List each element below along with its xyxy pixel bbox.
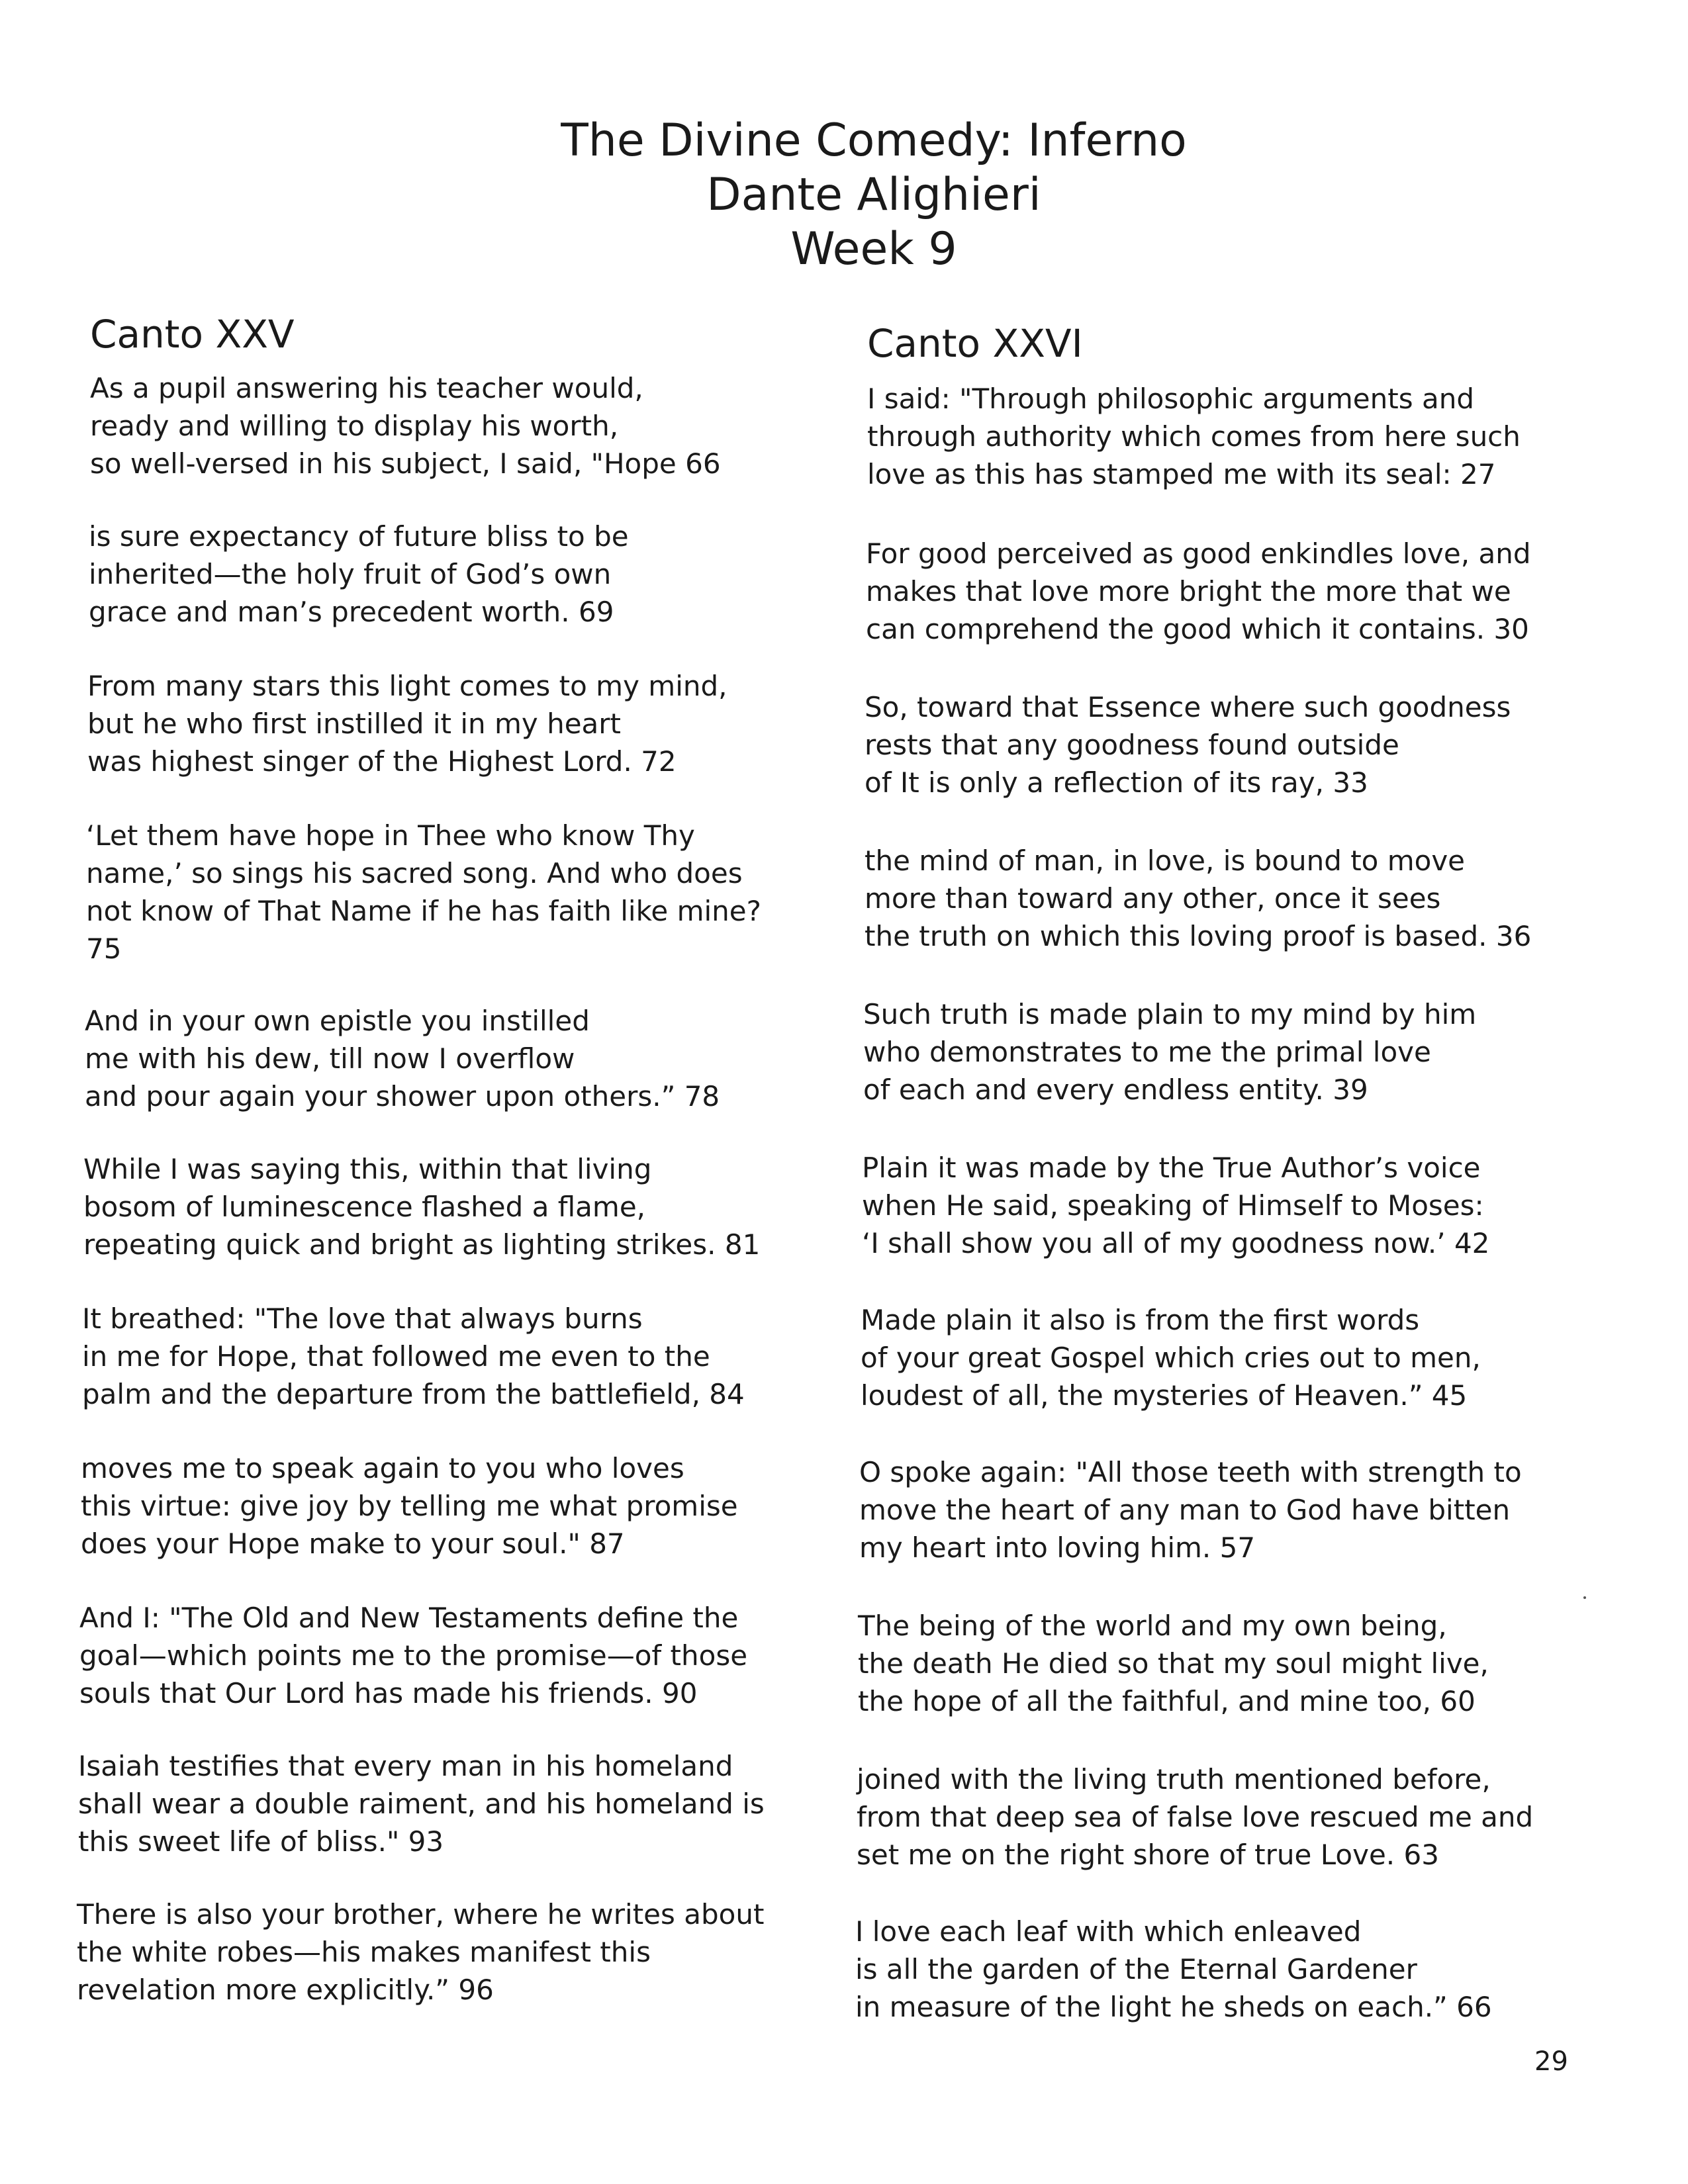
verse-line: name,’ so sings his sacred song. And who does (86, 857, 743, 889)
verse-line: grace and man’s precedent worth. 69 (89, 596, 614, 628)
verse-line: While I was saying this, within that living (83, 1153, 652, 1185)
verse-line: and pour again your shower upon others.” 78 (85, 1080, 720, 1113)
stanza (82, 1300, 745, 1413)
verse-line: From many stars this light comes to my mind, (87, 670, 727, 702)
verse-line: The being of the world and my own being, (858, 1610, 1447, 1642)
verse-line: of your great Gospel which cries out to men, (861, 1342, 1481, 1374)
verse-line: through authority which comes from here such (867, 420, 1521, 453)
stanza (859, 1453, 1522, 1567)
verse-line: It breathed: "The love that always burns (82, 1302, 643, 1335)
stanza (865, 688, 1511, 801)
stanza (90, 369, 721, 482)
verse-line: Plain it was made by the True Author’s voice (862, 1152, 1481, 1184)
verse-line: does your Hope make to your soul." 87 (81, 1527, 625, 1560)
verse-line: my heart into loving him. 57 (859, 1531, 1256, 1564)
verse-line: There is also your brother, where he writes about (77, 1898, 765, 1931)
verse-line: I said: "Through philosophic arguments and (867, 383, 1474, 415)
title-block (0, 114, 1688, 277)
verse-line: the white robes—his makes manifest this (77, 1936, 651, 1968)
verse-line: in me for Hope, that followed me even to the (82, 1340, 710, 1373)
stanza (867, 380, 1521, 493)
verse-line: joined with the living truth mentioned before, (857, 1763, 1491, 1796)
verse-line: so well-versed in his subject, I said, "Hope 66 (90, 447, 721, 480)
document-author: Dante Alighieri (706, 169, 1041, 221)
verse-line: And I: "The Old and New Testaments define the (79, 1602, 739, 1634)
verse-line: this virtue: give joy by telling me what promise (81, 1490, 738, 1522)
stanza (87, 667, 727, 780)
verse-line: O spoke again: "All those teeth with strength to (859, 1456, 1522, 1488)
verse-line: was highest singer of the Highest Lord. 72 (87, 745, 677, 778)
verse-line: So, toward that Essence where such goodness (865, 691, 1511, 723)
verse-line: For good perceived as good enkindles love, and (866, 537, 1531, 570)
verse-line: in measure of the light he sheds on each.” 66 (855, 1991, 1492, 2023)
verse-line: not know of That Name if he has faith like mine? (86, 895, 761, 927)
verse-line: 75 (86, 933, 122, 965)
stanza (89, 518, 629, 631)
stanza (77, 1895, 764, 2009)
verse-line: more than toward any other, once it sees (865, 882, 1441, 915)
verse-line: moves me to speak again to you who loves (81, 1452, 684, 1484)
verse-line: makes that love more bright the more that we (866, 575, 1511, 608)
verse-line: loudest of all, the mysteries of Heaven.” 45 (861, 1379, 1468, 1412)
stanza (78, 1747, 765, 1860)
stanza (85, 1002, 720, 1115)
stanza (79, 1599, 747, 1712)
verse-line: ready and willing to display his worth, (90, 410, 619, 442)
verse-line: goal—which points me to the promise—of those (79, 1639, 748, 1672)
document-title: The Divine Comedy: Inferno (561, 114, 1187, 167)
verse-line: Such truth is made plain to my mind by him (863, 998, 1477, 1030)
verse-line: As a pupil answering his teacher would, (90, 372, 643, 404)
verse-line: Made plain it also is from the first words (861, 1304, 1420, 1336)
stanza (855, 1913, 1492, 2026)
verse-line: revelation more explicitly.” 96 (77, 1974, 494, 2006)
stanza (81, 1449, 738, 1563)
verse-line: can comprehend the good which it contains. 30 (866, 613, 1529, 645)
verse-line: inherited—the holy fruit of God’s own (89, 558, 612, 590)
stanza (862, 1149, 1489, 1262)
verse-line: of each and every endless entity. 39 (863, 1073, 1368, 1106)
verse-line: this sweet life of bliss." 93 (78, 1825, 444, 1858)
canto-heading: Canto XXVI (867, 321, 1083, 366)
verse-line: me with his dew, till now I overflow (85, 1042, 575, 1075)
verse-line: move the heart of any man to God have bitten (859, 1494, 1511, 1526)
page-number: 29 (1534, 2046, 1568, 2077)
stanza (861, 1301, 1481, 1414)
verse-line: the mind of man, in love, is bound to move (865, 844, 1466, 877)
stanza (86, 817, 761, 968)
verse-line: repeating quick and bright as lighting strikes. 81 (83, 1228, 761, 1261)
verse-line: who demonstrates to me the primal love (863, 1036, 1431, 1068)
verse-line: the truth on which this loving proof is based. 36 (865, 920, 1532, 952)
verse-line: of It is only a reflection of its ray, 33 (865, 766, 1368, 799)
verse-line: the hope of all the faithful, and mine too, 60 (858, 1685, 1476, 1717)
scan-speck (1583, 1596, 1586, 1599)
verse-line: ‘Let them have hope in Thee who know Thy (86, 819, 695, 852)
verse-line: ‘I shall show you all of my goodness now.’ 42 (862, 1227, 1490, 1259)
stanza (866, 535, 1530, 648)
verse-line: set me on the right shore of true Love. 63 (857, 1839, 1439, 1871)
verse-line: love as this has stamped me with its seal: 27 (867, 458, 1496, 490)
verse-line: And in your own epistle you instilled (85, 1005, 590, 1037)
verse-line: rests that any goodness found outside (865, 729, 1399, 761)
verse-line: is all the garden of the Eternal Gardener (855, 1953, 1417, 1985)
stanza (863, 995, 1476, 1109)
verse-line: but he who first instilled it in my heart (87, 707, 622, 740)
verse-line: when He said, speaking of Himself to Moses: (862, 1189, 1484, 1222)
stanza (865, 842, 1531, 955)
verse-line: is sure expectancy of future bliss to be (89, 520, 629, 553)
verse-line: shall wear a double raiment, and his homeland is (78, 1788, 765, 1820)
document-week: Week 9 (790, 223, 957, 275)
verse-line: Isaiah testifies that every man in his homeland (78, 1750, 733, 1782)
stanza (83, 1150, 760, 1263)
verse-line: palm and the departure from the battlefield, 84 (82, 1378, 745, 1410)
verse-line: bosom of luminescence flashed a flame, (83, 1191, 646, 1223)
stanza (858, 1607, 1489, 1720)
canto-heading: Canto XXV (90, 312, 295, 357)
verse-line: souls that Our Lord has made his friends. 90 (79, 1677, 698, 1709)
verse-line: I love each leaf with which enleaved (855, 1915, 1362, 1948)
stanza (857, 1760, 1533, 1874)
verse-line: the death He died so that my soul might live, (858, 1647, 1489, 1680)
verse-line: from that deep sea of false love rescued me and (857, 1801, 1534, 1833)
